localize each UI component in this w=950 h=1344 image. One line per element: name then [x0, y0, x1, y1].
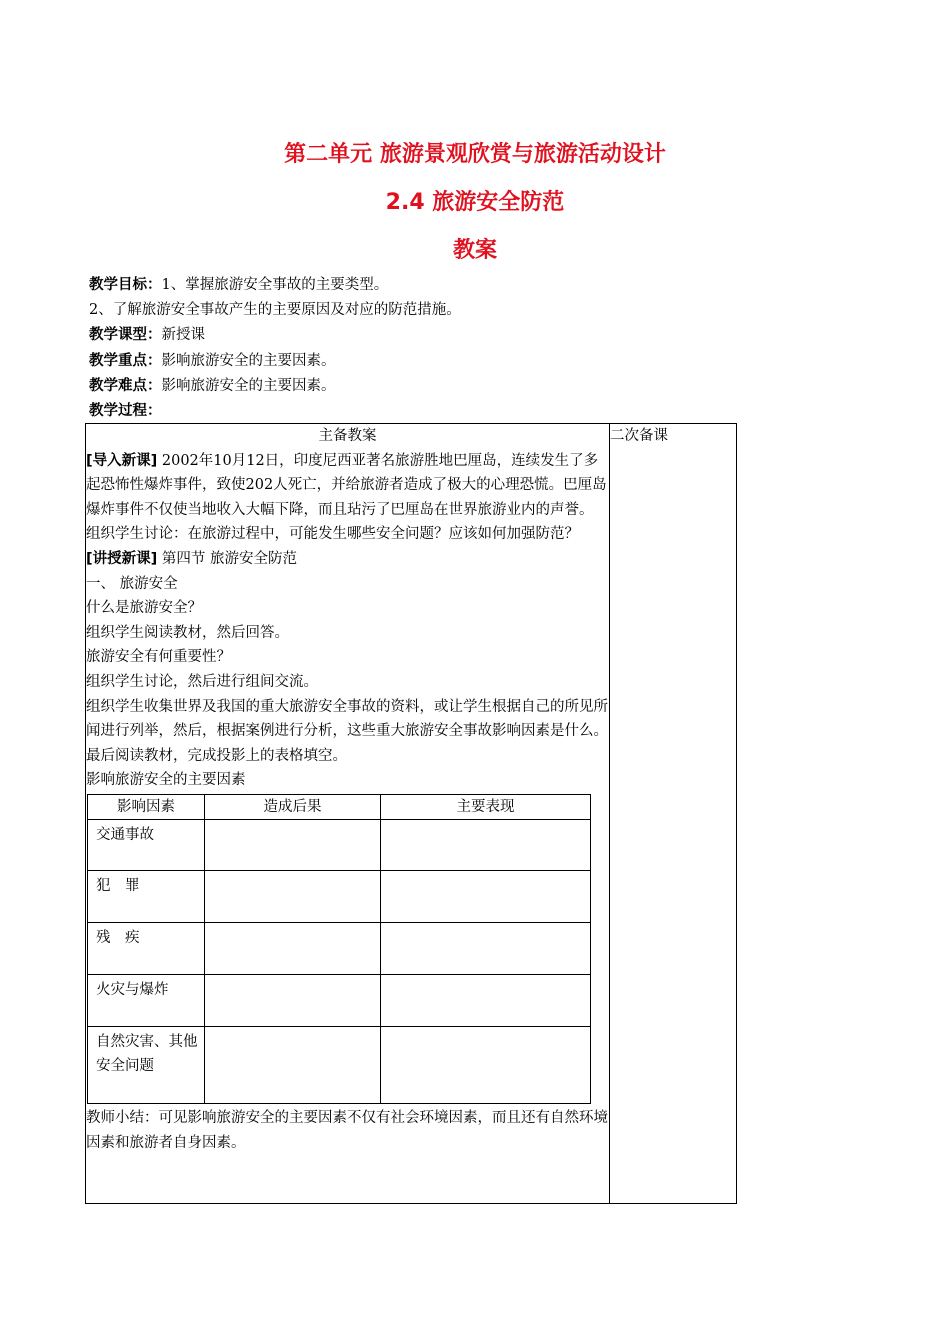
objective-1: 1、掌握旅游安全事故的主要类型。 — [161, 277, 389, 293]
consequence-cell — [205, 974, 381, 1026]
table-row — [88, 1026, 591, 1103]
factors-table — [87, 794, 591, 1104]
intro-label: [导入新课] — [86, 452, 158, 469]
consequence-cell — [205, 1026, 381, 1103]
manifestation-cell — [381, 922, 591, 974]
factor-cell: 自然灾害、其他安全问题 — [88, 1026, 205, 1103]
intro-text: 2002年10月12日，印度尼西亚著名旅游胜地巴厘岛，连续发生了多起恐怖性爆炸事件，致使202人死亡，并给旅游者造成了极大的心理恐慌。巴厘岛爆炸事件不仅使当地收入大幅下降，而且玷污了巴厘岛在世界旅游业内的声誉。 — [86, 452, 607, 518]
summary-text: 教师小结：可见影响旅游安全的主要因素不仅有社会环境因素，而且还有自然环境因素和旅游者自身因素。 — [86, 1109, 608, 1151]
manifestation-cell — [381, 1026, 591, 1103]
header-consequence: 造成后果 — [205, 794, 381, 819]
factor-cell: 残 疾 — [88, 922, 205, 974]
process-line — [89, 401, 162, 421]
question-1-action: 组织学生阅读教材，然后回答。 — [86, 624, 289, 641]
objective-2: 2、了解旅游安全事故产生的主要原因及对应的防范措施。 — [89, 302, 461, 318]
lecture-label: [讲授新课] — [86, 550, 158, 567]
lesson-type-label: 教学课型： — [89, 327, 162, 343]
factor-cell: 犯 罪 — [88, 870, 205, 922]
activity-text: 组织学生收集世界及我国的重大旅游安全事故的资料，或让学生根据自己的所见所闻进行列举，然后，根据案例进行分析，这些重大旅游安全事故影响因素是什么。最后阅读教材，完成投影上的表格填空。 — [86, 698, 608, 764]
consequence-cell — [205, 819, 381, 870]
main-column — [86, 424, 610, 1204]
table-row — [88, 922, 591, 974]
question-2: 旅游安全有何重要性？ — [86, 649, 231, 666]
key-point-line — [89, 351, 336, 371]
key-point-label: 教学重点： — [89, 353, 162, 369]
question-1: 什么是旅游安全？ — [86, 600, 202, 617]
header-factor: 影响因素 — [88, 794, 205, 819]
manifestation-cell — [381, 974, 591, 1026]
section-one-heading: 一、 旅游安全 — [86, 575, 178, 592]
lesson-type: 新授课 — [161, 327, 205, 343]
process-label: 教学过程： — [89, 403, 162, 419]
consequence-cell — [205, 870, 381, 922]
doc-type-title: 教案 — [452, 238, 497, 263]
side-column-header: 二次备课 — [610, 428, 668, 444]
side-column — [610, 424, 737, 1204]
intro-paragraph — [86, 449, 609, 523]
question-2-action: 组织学生讨论，然后进行组间交流。 — [86, 673, 318, 690]
lesson-plan-table — [85, 423, 737, 1204]
header-manifestation: 主要表现 — [381, 794, 591, 819]
factor-cell: 交通事故 — [88, 819, 205, 870]
discussion-text: 组织学生讨论：在旅游过程中，可能发生哪些安全问题？应该如何加强防范？ — [86, 526, 579, 543]
lecture-text: 第四节 旅游安全防范 — [157, 550, 297, 567]
consequence-cell — [205, 922, 381, 974]
section-title: 2.4 旅游安全防范 — [385, 190, 565, 215]
difficulty-line — [89, 376, 336, 396]
table-row — [88, 974, 591, 1026]
table-caption: 影响旅游安全的主要因素 — [86, 772, 246, 789]
objective-label: 教学目标： — [89, 277, 162, 293]
unit-title: 第二单元 旅游景观欣赏与旅游活动设计 — [284, 142, 666, 167]
difficulty: 影响旅游安全的主要因素。 — [161, 378, 336, 394]
table-row — [88, 870, 591, 922]
main-column-header: 主备教案 — [318, 428, 377, 444]
manifestation-cell — [381, 870, 591, 922]
lecture-paragraph — [86, 547, 609, 572]
factor-cell: 火灾与爆炸 — [88, 974, 205, 1026]
key-point: 影响旅游安全的主要因素。 — [161, 353, 336, 369]
difficulty-label: 教学难点： — [89, 378, 162, 394]
lesson-type-line — [89, 325, 205, 345]
table-row — [88, 819, 591, 870]
manifestation-cell — [381, 819, 591, 870]
objective-line — [89, 275, 388, 295]
